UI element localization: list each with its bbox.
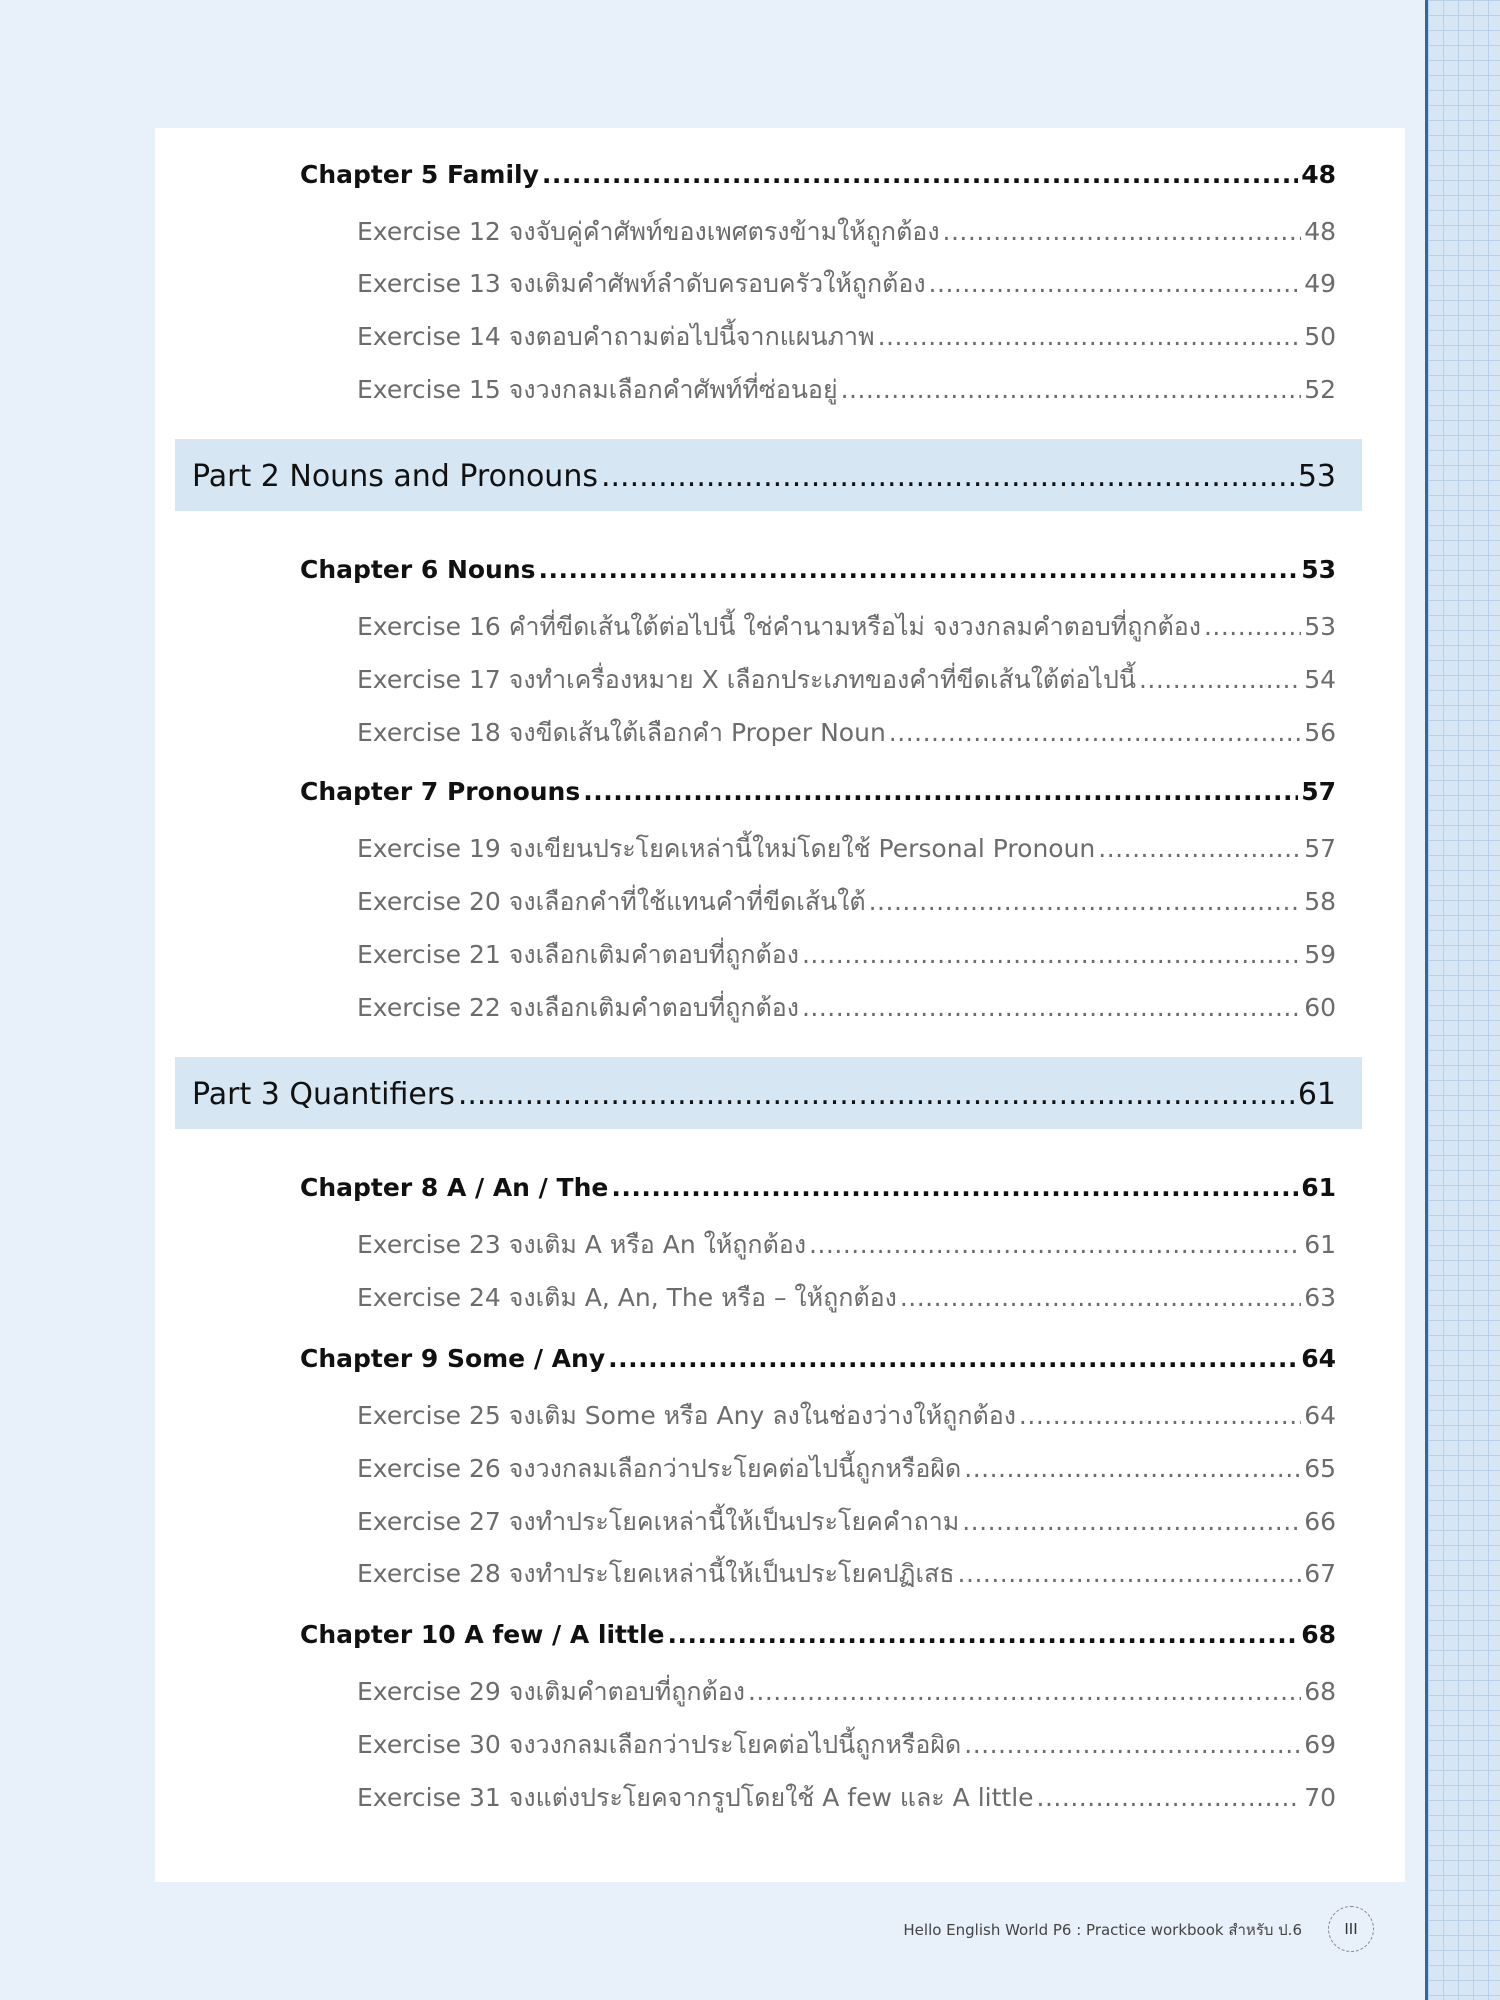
toc-page-number: 61	[1301, 1173, 1336, 1202]
toc-entry-label: Exercise 26 จงวงกลมเลือกว่าประโยคต่อไปนี้ถูกหรือผิด	[357, 1454, 962, 1483]
page-number-badge	[1328, 1906, 1374, 1952]
toc-exercise-18[interactable]	[357, 713, 1336, 753]
dot-leader	[929, 269, 1302, 298]
toc-entry-label: Exercise 16 คำที่ขีดเส้นใต้ต่อไปนี้ ใช่คำนามหรือไม่ จงวงกลมคำตอบที่ถูกต้อง	[357, 612, 1201, 641]
toc-exercise-28[interactable]	[357, 1554, 1336, 1594]
toc-exercise-29[interactable]	[357, 1672, 1336, 1712]
dot-leader	[458, 1077, 1295, 1112]
toc-page-number: 58	[1304, 887, 1336, 916]
toc-page-number: 64	[1301, 1344, 1336, 1373]
toc-chapter-7[interactable]	[300, 777, 1336, 806]
toc-part-2[interactable]	[192, 459, 1336, 494]
toc-page-number: 52	[1304, 375, 1336, 404]
toc-entry-label: Exercise 13 จงเติมคำศัพท์ลำดับครอบครัวให้ถูกต้อง	[357, 269, 926, 298]
toc-exercise-16[interactable]	[357, 607, 1336, 647]
dot-leader	[802, 993, 1301, 1022]
toc-entry-label: Exercise 12 จงจับคู่คำศัพท์ของเพศตรงข้ามให้ถูกต้อง	[357, 217, 940, 246]
toc-page-number: 57	[1304, 834, 1336, 863]
toc-page-number: 56	[1304, 718, 1336, 747]
toc-entry-label: Part 2 Nouns and Pronouns	[192, 459, 598, 494]
toc-page-number: 48	[1301, 160, 1336, 189]
toc-page-number: 67	[1304, 1559, 1336, 1588]
toc-entry-label: Exercise 15 จงวงกลมเลือกคำศัพท์ที่ซ่อนอยู่	[357, 375, 838, 404]
dot-leader	[962, 1507, 1301, 1536]
dot-leader	[900, 1283, 1301, 1312]
toc-entry-label: Exercise 21 จงเลือกเติมคำตอบที่ถูกต้อง	[357, 940, 799, 969]
toc-exercise-21[interactable]	[357, 935, 1336, 975]
dot-leader	[748, 1677, 1301, 1706]
toc-page-number: 50	[1304, 322, 1336, 351]
toc-page-number: 53	[1301, 555, 1336, 584]
dot-leader	[841, 375, 1302, 404]
toc-page-number: 49	[1304, 269, 1336, 298]
toc-page-number: 68	[1301, 1620, 1336, 1649]
toc-entry-label: Chapter 9 Some / Any	[300, 1344, 606, 1373]
toc-chapter-5[interactable]	[300, 160, 1336, 189]
dot-leader	[889, 718, 1301, 747]
toc-chapter-6[interactable]	[300, 555, 1336, 584]
toc-exercise-15[interactable]	[357, 370, 1336, 410]
toc-entry-label: Exercise 29 จงเติมคำตอบที่ถูกต้อง	[357, 1677, 745, 1706]
toc-chapter-9[interactable]	[300, 1344, 1336, 1373]
toc-entry-label: Exercise 14 จงตอบคำถามต่อไปนี้จากแผนภาพ	[357, 322, 875, 351]
dot-leader	[1139, 665, 1301, 694]
toc-page-number: 61	[1297, 1077, 1336, 1112]
toc-exercise-26[interactable]	[357, 1449, 1336, 1489]
toc-entry-label: Exercise 22 จงเลือกเติมคำตอบที่ถูกต้อง	[357, 993, 799, 1022]
toc-entry-label: Exercise 30 จงวงกลมเลือกว่าประโยคต่อไปนี้ถูกหรือผิด	[357, 1730, 962, 1759]
toc-page-number: 64	[1304, 1401, 1336, 1430]
toc-exercise-24[interactable]	[357, 1278, 1336, 1318]
dot-leader	[601, 459, 1295, 494]
dot-leader	[667, 1620, 1298, 1649]
toc-entry-label: Chapter 6 Nouns	[300, 555, 536, 584]
toc-page-number: 54	[1304, 665, 1336, 694]
dot-leader	[809, 1230, 1301, 1259]
toc-page-number: 60	[1304, 993, 1336, 1022]
toc-page-number: 65	[1304, 1454, 1336, 1483]
dot-leader	[539, 555, 1299, 584]
toc-entry-label: Exercise 31 จงแต่งประโยคจากรูปโดยใช้ A few และ A little	[357, 1783, 1034, 1812]
dot-leader	[802, 940, 1301, 969]
toc-exercise-19[interactable]	[357, 829, 1336, 869]
toc-entry-label: Exercise 24 จงเติม A, An, The หรือ – ให้ถูกต้อง	[357, 1283, 897, 1312]
toc-page-number: 53	[1304, 612, 1336, 641]
toc-exercise-22[interactable]	[357, 988, 1336, 1028]
page-number: III	[1344, 1920, 1358, 1938]
dot-leader	[943, 217, 1302, 246]
toc-exercise-20[interactable]	[357, 882, 1336, 922]
dot-leader	[958, 1559, 1302, 1588]
toc-page-number: 59	[1304, 940, 1336, 969]
dot-leader	[1037, 1783, 1302, 1812]
toc-page-number: 68	[1304, 1677, 1336, 1706]
dot-leader	[964, 1730, 1301, 1759]
toc-entry-label: Exercise 23 จงเติม A หรือ An ให้ถูกต้อง	[357, 1230, 807, 1259]
dot-leader	[1098, 834, 1301, 863]
toc-chapter-8[interactable]	[300, 1173, 1336, 1202]
toc-page-number: 70	[1304, 1783, 1336, 1812]
toc-page-number: 69	[1304, 1730, 1336, 1759]
dot-leader	[964, 1454, 1301, 1483]
toc-entry-label: Exercise 19 จงเขียนประโยคเหล่านี้ใหม่โดยใช้ Personal Pronoun	[357, 834, 1096, 863]
dot-leader	[1019, 1401, 1301, 1430]
toc-part-3[interactable]	[192, 1077, 1336, 1112]
toc-page-number: 61	[1304, 1230, 1336, 1259]
dot-leader	[869, 887, 1302, 916]
toc-exercise-23[interactable]	[357, 1225, 1336, 1265]
dot-leader	[608, 1344, 1298, 1373]
dot-leader	[1204, 612, 1301, 641]
toc-entry-label: Exercise 20 จงเลือกคำที่ใช้แทนคำที่ขีดเส้นใต้	[357, 887, 866, 916]
toc-page-number: 48	[1304, 217, 1336, 246]
toc-page-number: 66	[1304, 1507, 1336, 1536]
toc-page-number: 53	[1297, 459, 1336, 494]
toc-entry-label: Exercise 25 จงเติม Some หรือ Any ลงในช่องว่างให้ถูกต้อง	[357, 1401, 1016, 1430]
toc-entry-label: Part 3 Quantifiers	[192, 1077, 455, 1112]
footer-book-title: Hello English World P6 : Practice workbook สำหรับ ป.6	[903, 1921, 1302, 1939]
toc-entry-label: Exercise 17 จงทำเครื่องหมาย X เลือกประเภทของคำที่ขีดเส้นใต้ต่อไปนี้	[357, 665, 1136, 694]
toc-exercise-25[interactable]	[357, 1396, 1336, 1436]
toc-exercise-27[interactable]	[357, 1502, 1336, 1542]
grid-paper-margin	[1425, 0, 1500, 2000]
toc-page-number: 57	[1301, 777, 1336, 806]
toc-chapter-10[interactable]	[300, 1620, 1336, 1649]
toc-page-number: 63	[1304, 1283, 1336, 1312]
dot-leader	[611, 1173, 1298, 1202]
toc-entry-label: Chapter 5 Family	[300, 160, 539, 189]
toc-entry-label: Chapter 10 A few / A little	[300, 1620, 665, 1649]
dot-leader	[878, 322, 1302, 351]
toc-exercise-17[interactable]	[357, 660, 1336, 700]
toc-exercise-13[interactable]	[357, 264, 1336, 304]
toc-exercise-14[interactable]	[357, 317, 1336, 357]
toc-exercise-12[interactable]	[357, 212, 1336, 252]
toc-entry-label: Chapter 8 A / An / The	[300, 1173, 609, 1202]
dot-leader	[583, 777, 1298, 806]
toc-entry-label: Exercise 27 จงทำประโยคเหล่านี้ให้เป็นประโยคคำถาม	[357, 1507, 960, 1536]
toc-entry-label: Chapter 7 Pronouns	[300, 777, 581, 806]
toc-entry-label: Exercise 18 จงขีดเส้นใต้เลือกคำ Proper Noun	[357, 718, 886, 747]
dot-leader	[542, 160, 1298, 189]
toc-exercise-31[interactable]	[357, 1778, 1336, 1818]
toc-exercise-30[interactable]	[357, 1725, 1336, 1765]
toc-entry-label: Exercise 28 จงทำประโยคเหล่านี้ให้เป็นประโยคปฏิเสธ	[357, 1559, 955, 1588]
